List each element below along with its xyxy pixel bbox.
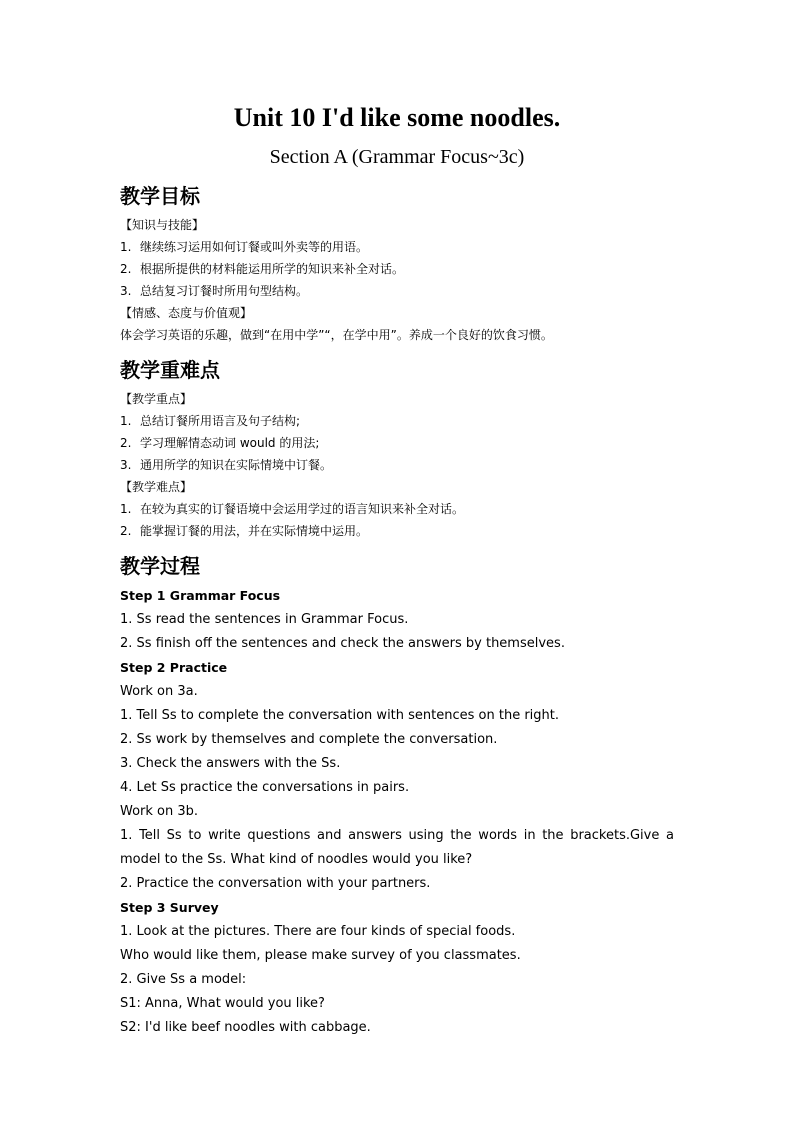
- list-item: 2. 根据所提供的材料能运用所学的知识来补全对话。: [120, 262, 405, 276]
- text-line: 2. Ss work by themselves and complete the conversation.: [120, 732, 498, 747]
- sub-heading-attitude: 【情感、态度与价值观】: [120, 306, 253, 320]
- sub-heading-knowledge: 【知识与技能】: [120, 218, 205, 232]
- step-2-label: Step 2 Practice: [120, 660, 228, 675]
- text-line: Work on 3a.: [120, 684, 198, 699]
- attitude-text: 体会学习英语的乐趣，做到“在用中学”“，在学中用”。养成一个良好的饮食习惯。: [120, 328, 553, 342]
- list-item: 1. 在较为真实的订餐语境中会运用学过的语言知识来补全对话。: [120, 502, 465, 516]
- text-line: Who would like them, please make survey of you classmates.: [120, 948, 521, 963]
- sub-heading-focus: 【教学重点】: [120, 392, 193, 406]
- step-1-label: Step 1 Grammar Focus: [120, 588, 281, 603]
- text-line: 1. Ss read the sentences in Grammar Focus.: [120, 612, 409, 627]
- heading-objectives: 教学目标: [120, 184, 200, 208]
- step-3-label: Step 3 Survey: [120, 900, 219, 915]
- heading-key-points: 教学重难点: [120, 358, 220, 382]
- document-content: [120, 100, 674, 1040]
- sub-heading-difficulty: 【教学难点】: [120, 480, 193, 494]
- list-item: 3. 通用所学的知识在实际情境中订餐。: [120, 458, 333, 472]
- heading-process: 教学过程: [120, 554, 200, 578]
- text-line: 1. Tell Ss to complete the conversation with sentences on the right.: [120, 708, 560, 723]
- list-item: 3. 总结复习订餐时所用句型结构。: [120, 284, 309, 298]
- list-item: 1. 继续练习运用如何订餐或叫外卖等的用语。: [120, 240, 369, 254]
- text-line: 2. Practice the conversation with your partners.: [120, 876, 431, 891]
- text-line: 1. Look at the pictures. There are four kinds of special foods.: [120, 924, 516, 939]
- text-line: 2. Ss finish off the sentences and check the answers by themselves.: [120, 636, 565, 651]
- text-line: 2. Give Ss a model:: [120, 972, 247, 987]
- text-line: S2: I'd like beef noodles with cabbage.: [120, 1020, 371, 1035]
- list-item: 2. 学习理解情态动词 would 的用法;: [120, 436, 320, 450]
- text-line: 4. Let Ss practice the conversations in pairs.: [120, 780, 410, 795]
- list-item: 1. 总结订餐所用语言及句子结构;: [120, 414, 301, 428]
- list-item: 2. 能掌握订餐的用法，并在实际情境中运用。: [120, 524, 369, 538]
- page-subtitle: Section A (Grammar Focus~3c): [269, 146, 525, 168]
- page-title: Unit 10 I'd like some noodles.: [233, 103, 561, 132]
- text-line: 3. Check the answers with the Ss.: [120, 756, 341, 771]
- text-paragraph: 1. Tell Ss to write questions and answers using the words in the brackets.Give a model to the Ss. What kind of noodles would you like?: [120, 828, 674, 867]
- text-line: Work on 3b.: [120, 804, 199, 819]
- text-line: S1: Anna, What would you like?: [120, 996, 325, 1011]
